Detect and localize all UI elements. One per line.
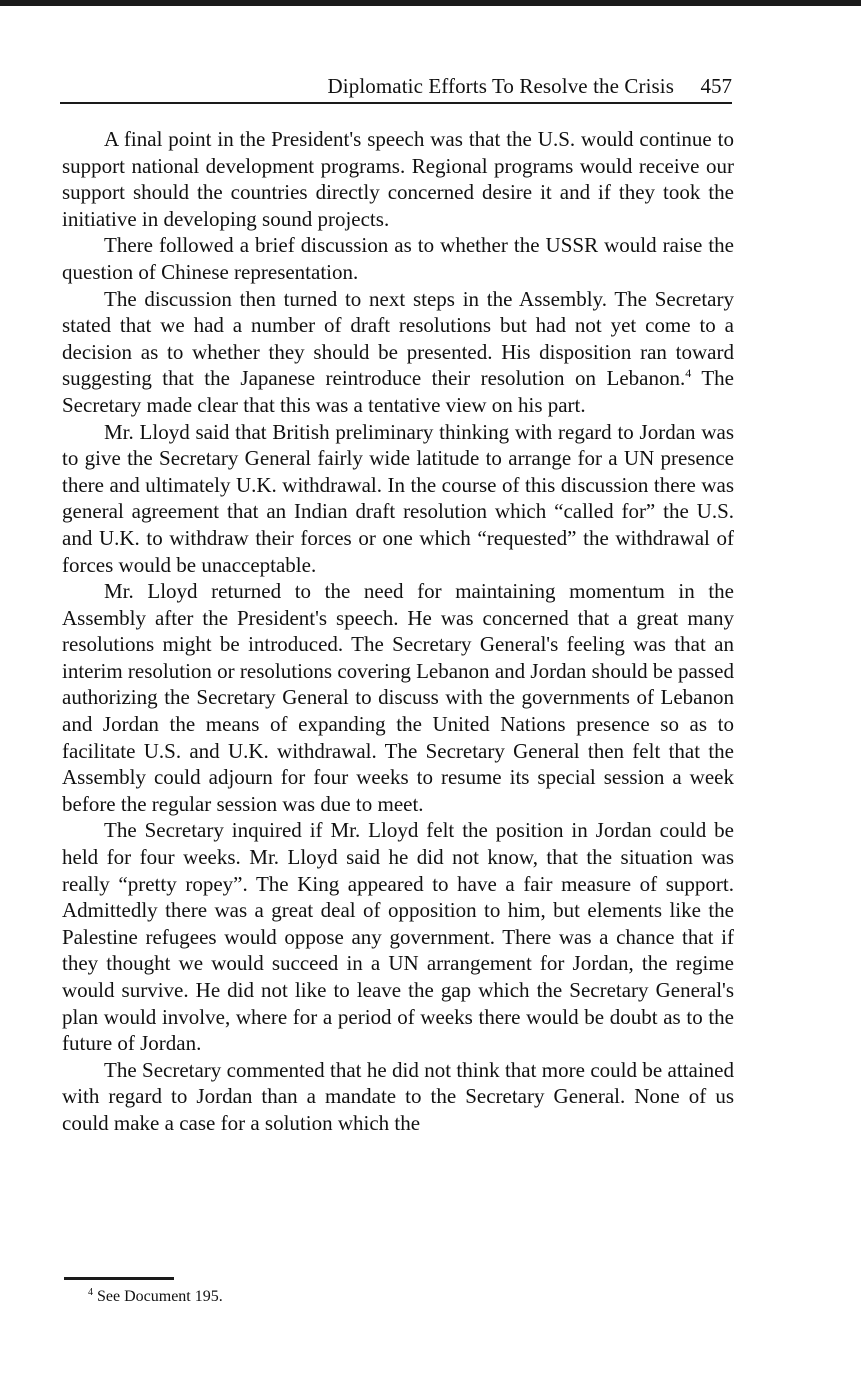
running-head (60, 72, 732, 104)
paragraph-next-steps (62, 286, 734, 419)
paragraph-lloyd-jordan: Mr. Lloyd said that British preliminary thinking with regard to Jordan was to give the Secretary General fairly wide latitude to arrange for a UN presence there and ultimately U.K. withdrawal. In the course of this discussion there was general agreement that an Indian draft resolution which “called for” the U.S. and U.K. to withdraw their forces or one which “requested” the withdrawal of forces would be unacceptable. (62, 419, 734, 577)
footnote-marker: 4 (88, 1287, 93, 1298)
footnote-divider (64, 1277, 174, 1280)
footnote-reference: 4 (685, 366, 692, 381)
running-head-title: Diplomatic Efforts To Resolve the Crisis (327, 74, 674, 98)
footnote (88, 1288, 223, 1306)
paragraph-lloyd-momentum: Mr. Lloyd returned to the need for maintaining momentum in the Assembly after the President's speech. He was concerned that a great many resolutions might be introduced. The Secretary General's feeling was that an interim resolution or resolutions covering Lebanon and Jordan should be passed authorizing the Secretary General to discuss with the governments of Lebanon and Jordan the means of expanding the United Nations presence so as to facilitate U.S. and U.K. withdrawal. The Secretary General then felt that the Assembly could adjourn for four weeks to resume its special session a week before the regular session was due to meet. (62, 579, 734, 816)
body-text (62, 126, 734, 1137)
paragraph-secretary-comment: The Secretary commented that he did not think that more could be attained with regard to Jordan than a mandate to the Secretary General. None of us could make a case for a solution which the (62, 1057, 734, 1135)
paragraph-next-steps-text-1: The discussion then turned to next steps in the Assembly. The Secretary stated that we had a number of draft resolutions but had not yet come to a decision as to whether they should be presented. His disposition ran toward suggesting that the Japanese reintroduce their resolution on Lebanon. (62, 286, 734, 391)
footnote-text: See Document 195. (93, 1288, 223, 1305)
paragraph-chinese-representation: There followed a brief discussion as to whether the USSR would raise the question of Chinese representation. (62, 233, 734, 284)
paragraph-presidents-speech: A final point in the President's speech was that the U.S. would continue to support national development programs. Regional programs would receive our support should the countries directly concerned desire it and if they took the initiative in developing sound projects. (62, 127, 734, 231)
paragraph-secretary-inquiry: The Secretary inquired if Mr. Lloyd felt the position in Jordan could be held for four weeks. Mr. Lloyd said he did not know, that the situation was really “pretty ropey”. The King appeared to have a fair measure of support. Admittedly there was a great deal of opposition to him, but elements like the Palestine refugees would oppose any government. There was a chance that if they thought we would succeed in a UN arrangement for Jordan, the regime would survive. He did not like to leave the gap which the Secretary General's plan would involve, where for a period of weeks there would be doubt as to the future of Jordan. (62, 818, 734, 1056)
page-number: 457 (700, 74, 732, 98)
page-top-border (0, 0, 861, 6)
paragraph-next-steps-text-2: The Secretary made clear that this was a tentative view on his part. (62, 366, 734, 417)
